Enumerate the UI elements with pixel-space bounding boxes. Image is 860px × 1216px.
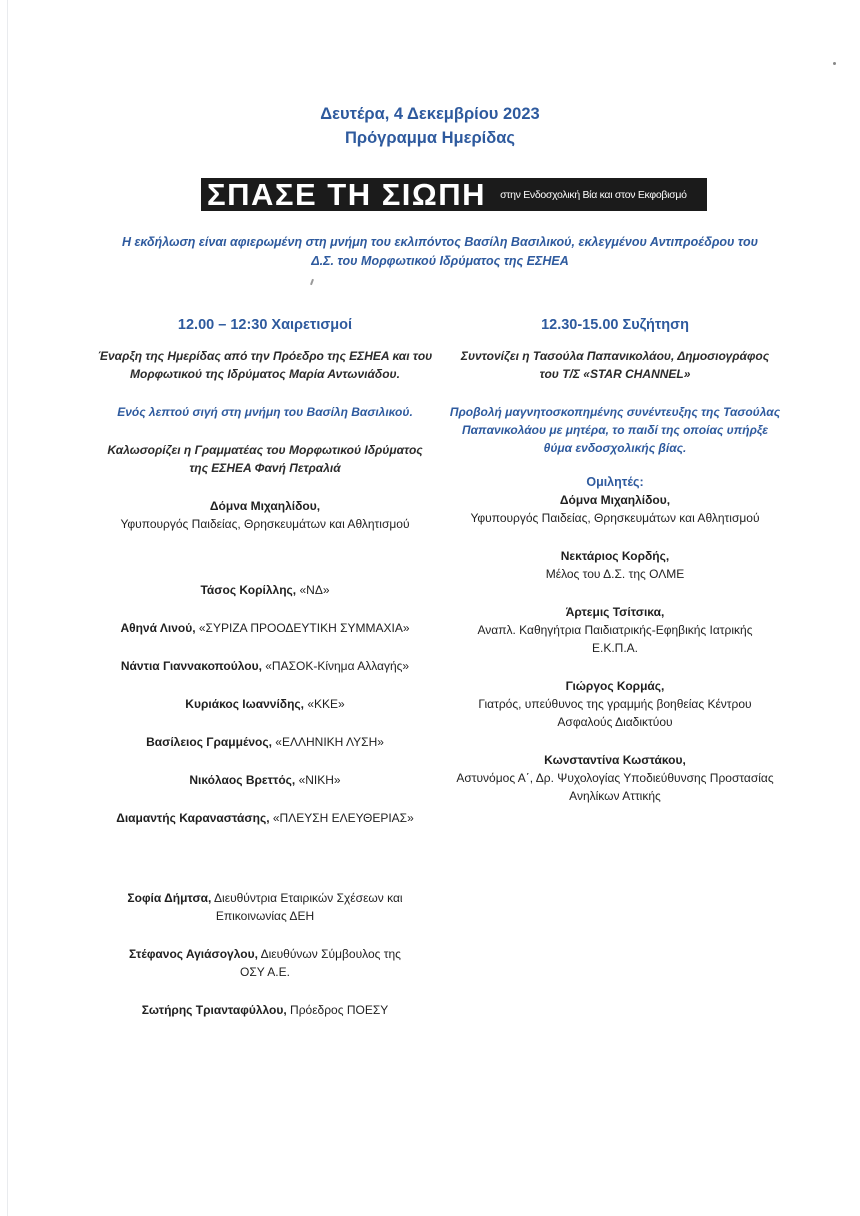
minister-role: Υφυπουργός Παιδείας, Θρησκευμάτων και Αθλητισμού [120,517,410,531]
scan-speck [833,62,836,65]
party-rep-name: Νάντια Γιαννακοπούλου, [120,659,262,673]
welcome-line-2: της ΕΣΗΕΑ Φανή Πετραλιά [189,461,341,475]
sponsor-role-cont: Επικοινωνίας ΔΕΗ [215,909,315,923]
moderator-line-2: του Τ/Σ «STAR CHANNEL» [539,367,691,381]
sponsor-role: Διευθύντρια Εταιρικών Σχέσεων και [211,891,403,905]
sponsor-1 [70,889,460,925]
greetings-heading: 12.00 – 12:30 Χαιρετισμοί [177,317,353,333]
screening-line-3: θύμα ενδοσχολικής βίας. [543,441,687,455]
party-rep-name: Νικόλαος Βρεττός, [189,773,296,787]
party-name: «ΣΥΡΙΖΑ ΠΡΟΟΔΕΥΤΙΚΗ ΣΥΜΜΑΧΙΑ» [195,621,410,635]
speaker-5 [440,751,790,805]
dedication-line-2: Δ.Σ. του Μορφωτικού Ιδρύματος της ΕΣΗΕΑ [311,254,569,268]
opening-line-2: Μορφωτικού της Ιδρύματος Μαρία Αντωνιάδου. [130,367,400,381]
opening-note [70,347,460,383]
moderator-line-1: Συντονίζει η Τασούλα Παπανικολάου, Δημοσιογράφος [460,349,770,363]
sponsor-name: Σοφία Δήμτσα, [127,891,212,905]
party-rep-4 [70,695,460,713]
dedication-text [110,233,770,271]
speaker-role-cont: Ε.Κ.Π.Α. [591,641,638,655]
speaker-name: Δόμνα Μιχαηλίδου, [559,493,671,507]
speaker-role: Μέλος του Δ.Σ. της ΟΛΜΕ [545,567,685,581]
speaker-role: Υφυπουργός Παιδείας, Θρησκευμάτων και Αθλητισμού [470,511,760,525]
party-rep-7 [70,809,460,827]
speaker-1 [440,491,790,527]
party-name: «ΝΙΚΗ» [295,773,341,787]
party-name: «ΠΑΣΟΚ-Κίνημα Αλλαγής» [261,659,410,673]
page-edge-line [7,0,8,1216]
sponsor-3 [70,1001,460,1019]
party-name: «ΝΔ» [296,583,330,597]
moderator-note [440,347,790,383]
sponsor-role-cont: ΟΣΥ Α.Ε. [240,965,290,979]
party-name: «ΚΚΕ» [304,697,345,711]
party-rep-3 [70,657,460,675]
welcome-note [70,441,460,477]
sponsor-name: Σωτήρης Τριανταφύλλου, [141,1003,287,1017]
party-rep-6 [70,771,460,789]
speaker-3 [440,603,790,657]
welcome-line-1: Καλωσορίζει η Γραμματέας του Μορφωτικού Ιδρύματος [107,443,423,457]
party-name: «ΕΛΛΗΝΙΚΗ ΛΥΣΗ» [271,735,384,749]
opening-line-1: Έναρξη της Ημερίδας από την Πρόεδρο της ΕΣΗΕΑ και του [97,349,433,363]
party-rep-2 [70,619,460,637]
party-rep-name: Κυριάκος Ιωαννίδης, [185,697,304,711]
speakers-title: Ομιλητές: [586,475,644,489]
screening-line-1: Προβολή μαγνητοσκοπημένης συνέντευξης της Τασούλας [449,405,781,419]
screening-line-2: Παπανικολάου με μητέρα, το παιδί της οποίας υπήρξε [461,423,769,437]
party-rep-1 [70,581,460,599]
party-rep-name: Διαμαντής Καραναστάσης, [116,811,270,825]
minister-name: Δόμνα Μιχαηλίδου, [209,499,321,513]
speaker-role: Αστυνόμος Α΄, Δρ. Ψυχολογίας Υποδιεύθυνσης Προστασίας [456,771,774,785]
sponsor-name: Στέφανος Αγιάσογλου, [129,947,258,961]
speaker-4 [440,677,790,731]
silence-note [70,403,460,421]
discussion-column [440,315,790,825]
party-rep-5 [70,733,460,751]
party-name: «ΠΛΕΥΣΗ ΕΛΕΥΘΕΡΙΑΣ» [269,811,414,825]
scan-mark [310,279,314,285]
screening-note [440,403,790,457]
speaker-role: Γιατρός, υπεύθυνος της γραμμής βοηθείας Κέντρου [478,697,752,711]
speaker-name: Νεκτάριος Κορδής, [560,549,670,563]
party-rep-name: Τάσος Κορίλλης, [200,583,297,597]
banner-main-text: ΣΠΑΣΕ ΤΗ ΣΙΩΠΗ [207,178,487,211]
greetings-column [70,315,460,1039]
speaker-role-cont: Ανηλίκων Αττικής [569,789,661,803]
party-rep-name: Βασίλειος Γραμμένος, [146,735,272,749]
speaker-role: Αναπλ. Καθηγήτρια Παιδιατρικής-Εφηβικής Ιατρικής [477,623,753,637]
program-title: Πρόγραμμα Ημερίδας [344,129,515,147]
silence-line: Ενός λεπτού σιγή στη μνήμη του Βασίλη Βασιλικού. [117,405,413,419]
sponsor-role: Διευθύνων Σύμβουλος της [257,947,401,961]
banner-sub-text: στην Ενδοσχολική Βία και στον Εκφοβισμό [500,188,687,201]
campaign-banner [201,178,707,211]
dedication-line-1: Η εκδήλωση είναι αφιερωμένη στη μνήμη του εκλιπόντος Βασίλη Βασιλικού, εκλεγμένου Αντιπροέδρου του [121,235,759,249]
minister-greeting [70,497,460,533]
speaker-2 [440,547,790,583]
party-rep-name: Αθηνά Λινού, [120,621,196,635]
event-date: Δευτέρα, 4 Δεκεμβρίου 2023 [320,105,540,123]
speaker-name: Κωνσταντίνα Κωστάκου, [544,753,686,767]
sponsor-2 [70,945,460,981]
sponsor-role: Πρόεδρος ΠΟΕΣΥ [286,1003,389,1017]
discussion-heading: 12.30-15.00 Συζήτηση [541,317,689,333]
document-header [0,102,860,150]
speaker-name: Άρτεμις Τσίτσικα, [565,605,665,619]
speaker-name: Γιώργος Κορμάς, [565,679,665,693]
speaker-role-cont: Ασφαλούς Διαδικτύου [557,715,673,729]
